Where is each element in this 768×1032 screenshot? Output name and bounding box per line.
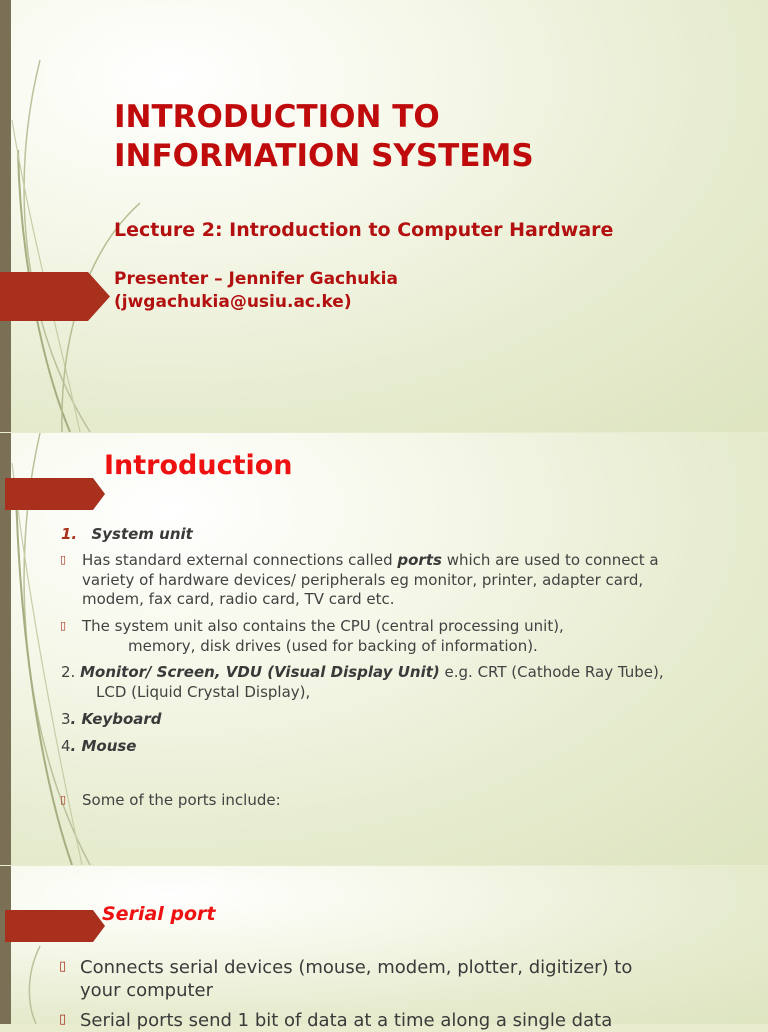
list-item-system-unit: 1. System unit xyxy=(61,525,193,543)
slide-title xyxy=(0,0,768,432)
section-heading: Serial port xyxy=(102,903,216,925)
left-accent-bar xyxy=(0,866,11,1024)
presenter-info: Presenter – Jennifer Gachukia (jwgachukia@usiu.ac.ke) xyxy=(114,269,398,312)
square-bullet-icon: ▯ xyxy=(59,1012,67,1027)
lecture-subtitle: Lecture 2: Introduction to Computer Hardware xyxy=(114,219,614,241)
section-tab-marker xyxy=(0,478,110,510)
section-heading: Introduction xyxy=(104,450,293,481)
square-bullet-icon: ▯ xyxy=(60,553,67,566)
left-accent-bar xyxy=(0,0,11,432)
list-item-keyboard: 3. Keyboard xyxy=(61,710,162,728)
bullet-ports-include: Some of the ports include: xyxy=(82,791,281,809)
square-bullet-icon: ▯ xyxy=(60,793,67,806)
square-bullet-icon: ▯ xyxy=(59,959,67,974)
bullet-serial-devices: Connects serial devices (mouse, modem, plotter, digitizer) to your computer xyxy=(80,957,633,1001)
decorative-swoosh xyxy=(0,0,140,432)
bullet-ports: Has standard external connections called ports which are used to connect a variety of hardware devices/ peripherals eg monitor, printer, adapter card, modem, fax card, radio card, TV card etc. xyxy=(82,551,659,608)
list-item-monitor: 2. Monitor/ Screen, VDU (Visual Display Unit) e.g. CRT (Cathode Ray Tube), LCD (Liquid Crystal Display), xyxy=(61,663,664,701)
bullet-serial-bits: Serial ports send 1 bit of data at a time along a single data xyxy=(80,1010,613,1031)
section-tab-marker xyxy=(0,910,110,942)
list-item-mouse: 4. Mouse xyxy=(61,737,137,755)
presentation-title: INTRODUCTION TO INFORMATION SYSTEMS xyxy=(114,99,534,174)
square-bullet-icon: ▯ xyxy=(60,619,67,632)
bullet-cpu: The system unit also contains the CPU (central processing unit), memory, disk drives (used for backing of information). xyxy=(82,617,564,655)
title-tab-marker xyxy=(0,272,110,321)
